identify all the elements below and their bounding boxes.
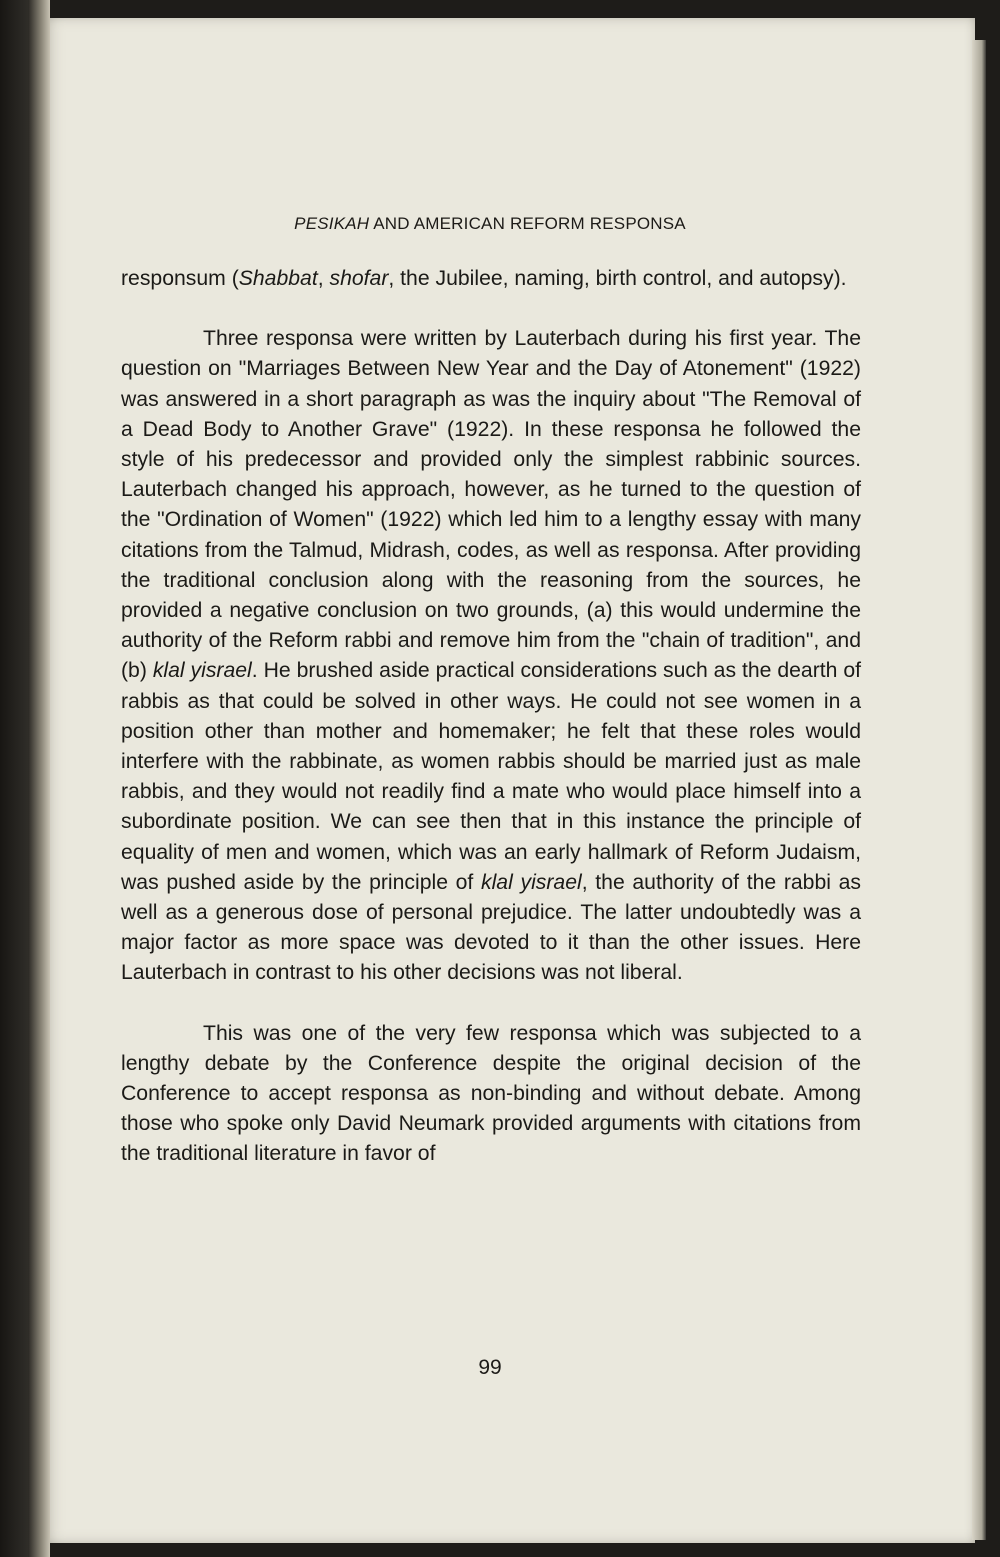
p1-text-1: responsum ( [121, 267, 239, 290]
right-page-edge [972, 40, 986, 1540]
p1-text-3: , the Jubilee, naming, birth control, and autopsy). [388, 267, 847, 290]
paragraph-1 [121, 264, 861, 294]
running-header [120, 214, 860, 234]
p1-text-2: , [317, 267, 330, 290]
header-title-rest: AND AMERICAN REFORM RESPONSA [369, 214, 686, 233]
spine-shadow [28, 0, 50, 1557]
p3-text-1: This was one of the very few responsa which was subjected to a lengthy debate by the Conference despite the original decision of the Conference to accept responsa as non-binding and without debate. Among those who spoke only David Neumark provided arguments with citations from the traditional literature in favor of [121, 1021, 861, 1166]
header-italic-title: PESIKAH [294, 214, 370, 233]
p1-italic-2: shofar [329, 267, 389, 290]
paragraph-2 [121, 324, 861, 988]
p2-text-3: , the authority of the rabbi as well as a generous dose of personal prejudice. The latter undoubtedly was a major factor as more space was devoted to it than the other issues. Here Lauterbach in contrast to his other decisions was not liberal. [121, 870, 861, 985]
p2-text-1: Three responsa were written by Lauterbach during his first year. The question on "Marriages Between New Year and the Day of Atonement" (1922) was answered in a short paragraph as was the inquiry about "The Removal of a Dead Body to Another Grave" (1922). In these responsa he followed the style of his predecessor and provided only the simplest rabbinic sources. Lauterbach changed his approach, however, as he turned to the question of the "Ordination of Women" (1922) which led him to a lengthy essay with many citations from the Talmud, Midrash, codes, as well as responsa. After providing the traditional conclusion along with the reasoning from the sources, he provided a negative conclusion on two grounds, (a) this would undermine the authority of the Reform rabbi and remove him from the "chain of tradition", and (b) [121, 327, 861, 683]
body-text [121, 264, 861, 1170]
p2-text-2: . He brushed aside practical considerations such as the dearth of rabbis as that could be solved in other ways. He could not see women in a position other than mother and homemaker; he felt that these roles would interfere with the rabbinate, as women rabbis should be married just as male rabbis, and they would not readily find a mate who would place himself into a subordinate position. We can see then that in this instance the principle of equality of men and women, which was an early hallmark of Reform Judaism, was pushed aside by the principle of [121, 659, 862, 894]
p2-italic-1: klal yisrael [152, 659, 252, 683]
paragraph-3 [121, 1019, 861, 1170]
page-number: 99 [478, 1356, 502, 1379]
p1-italic-1: Shabbat [238, 267, 318, 290]
p2-italic-2: klal yisrael [481, 870, 582, 894]
